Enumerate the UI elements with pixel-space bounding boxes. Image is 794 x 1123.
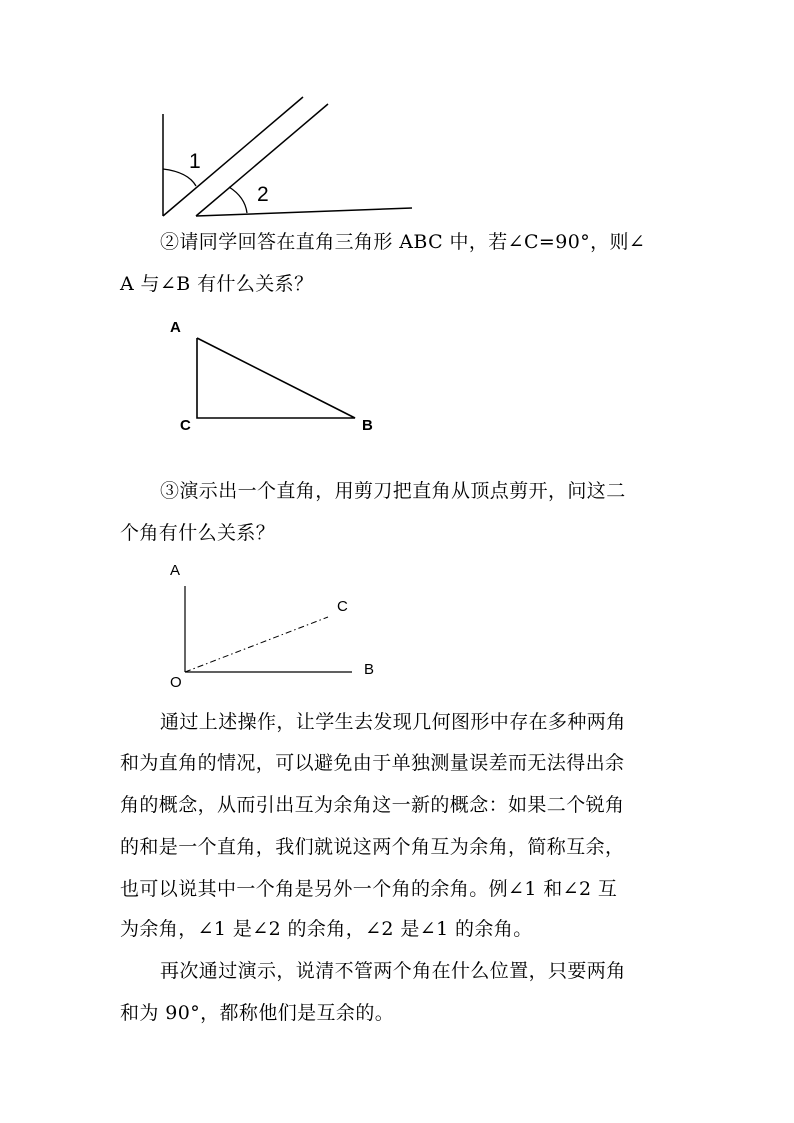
paragraph-1-line-5: 也可以说其中一个角是另外一个角的余角。例∠1 和∠2 互 [120,878,618,900]
angle-vertex-a: A [170,562,181,579]
triangle-vertex-a: A [170,319,181,336]
paragraph-1-line-1: 通过上述操作，让学生去发现几何图形中存在多种两角 [160,711,626,733]
angle-vertex-c: C [337,598,348,615]
angle-vertex-o: O [170,674,182,691]
ray-oc-dashed [185,617,328,672]
question-3-line-2: 个角有什么关系？ [120,522,276,544]
paragraph-2-line-2: 和为 90°，都称他们是互余的。 [120,1002,395,1024]
angle-2-label: 2 [257,183,269,206]
paragraph-1-line-4: 的和是一个直角，我们就说这两个角互为余角，简称互余， [120,836,625,858]
paragraph-1-line-6: 为余角，∠1 是∠2 的余角，∠2 是∠1 的余角。 [120,918,533,940]
question-2-line-1: ②请同学回答在直角三角形 ABC 中，若∠C=90°，则∠ [160,231,646,253]
triangle-vertex-b: B [362,417,373,434]
angle-1-label: 1 [189,150,201,173]
angle-vertex-b: B [364,661,375,678]
paragraph-2-line-1: 再次通过演示，说清不管两个角在什么位置，只要两角 [160,960,626,982]
triangle-vertex-c: C [180,417,191,434]
question-3-line-1: ③演示出一个直角，用剪刀把直角从顶点剪开，问这二 [160,480,626,502]
paragraph-1-line-2: 和为直角的情况，可以避免由于单独测量误差而无法得出余 [120,752,625,774]
question-2-line-2: A 与∠B 有什么关系？ [120,273,314,295]
paragraph-1-line-3: 角的概念，从而引出互为余角这一新的概念：如果二个锐角 [120,794,625,816]
